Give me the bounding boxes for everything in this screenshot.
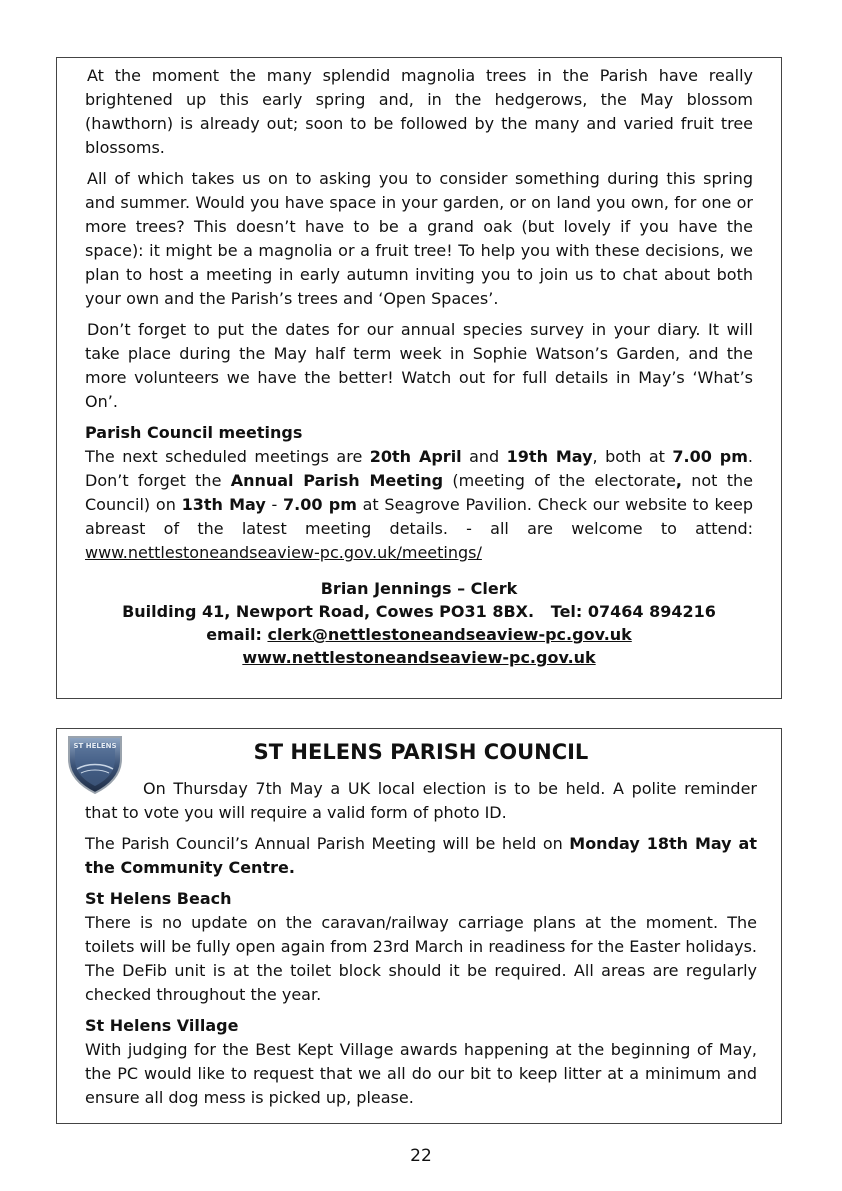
- paragraph-magnolia: At the moment the many splendid magnolia trees in the Parish have really brightened up this early spring and, in the hedgerows, the May blossom (hawthorn) is already out; soon to be followed by the many and varied fruit tree blossoms.: [85, 66, 753, 157]
- nettlestone-seaview-article: [56, 57, 782, 699]
- meetings-text: (meeting of the electorate: [443, 471, 676, 490]
- st-helens-article: [56, 728, 782, 1124]
- meetings-text: ,: [675, 471, 682, 490]
- logo-text: ST HELENS: [73, 742, 117, 750]
- clerk-website-line: [85, 646, 753, 669]
- annual-meeting-text: .: [288, 858, 295, 877]
- annual-meeting-date: Monday 18th May at the Community Centre: [85, 834, 758, 877]
- beach-paragraph: There is no update on the caravan/railway carriage plans at the moment. The toilets will be fully open again from 23rd March in readiness for the Easter holidays. The DeFib unit is at the toilet block should it be required. All areas are regularly checked throughout the year.: [85, 913, 757, 1004]
- meeting-time: 7.00 pm: [283, 495, 357, 514]
- clerk-email-link[interactable]: clerk@nettlestoneandseaview-pc.gov.uk: [267, 625, 632, 644]
- meetings-link[interactable]: www.nettlestoneandseaview-pc.gov.uk/meetings/: [85, 543, 482, 562]
- meetings-text: at Seagrove Pavilion. Check our website to keep abreast of the latest meeting details. - all are welcome to attend:: [85, 495, 754, 538]
- paragraph-election: On Thursday 7th May a UK local election is to be held. A polite reminder that to vote you will require a valid form of photo ID.: [85, 779, 757, 822]
- meeting-time: 7.00 pm: [672, 447, 748, 466]
- clerk-email-line: [85, 623, 753, 646]
- annual-meeting-label: Annual Parish Meeting: [230, 471, 444, 490]
- section-title: ST HELENS PARISH COUNCIL: [253, 740, 589, 764]
- clerk-name: Brian Jennings – Clerk: [320, 579, 518, 598]
- meetings-text: -: [265, 495, 284, 514]
- clerk-address: Building 41, Newport Road, Cowes PO31 8BX. Tel: 07464 894216: [122, 602, 716, 621]
- clerk-contact: [85, 577, 753, 669]
- meetings-text: . Don’t forget the: [85, 447, 754, 490]
- beach-heading: St Helens Beach: [85, 889, 232, 908]
- meetings-paragraph: [85, 445, 753, 565]
- meetings-text: not the Council) on: [85, 471, 753, 514]
- meetings-text: and: [461, 447, 507, 466]
- clerk-website-link[interactable]: www.nettlestoneandseaview-pc.gov.uk: [242, 648, 596, 667]
- meeting-date: 19th May: [506, 447, 593, 466]
- meeting-date: 13th May: [181, 495, 266, 514]
- meetings-text: , both at: [592, 447, 673, 466]
- page-number: 22: [410, 1146, 432, 1166]
- st-helens-shield-logo: [63, 733, 127, 795]
- email-label: email:: [206, 625, 268, 644]
- paragraph-species-survey: Don’t forget to put the dates for our annual species survey in your diary. It will take place during the May half term week in Sophie Watson’s Garden, and the more volunteers we have the better! Watch out for full details in May’s ‘What’s On’.: [85, 320, 753, 411]
- meetings-heading: Parish Council meetings: [85, 423, 303, 442]
- village-paragraph: With judging for the Best Kept Village awards happening at the beginning of May, the PC would like to request that we all do our bit to keep litter at a minimum and ensure all dog mess is picked up, please.: [85, 1040, 757, 1107]
- meeting-date: 20th April: [369, 447, 462, 466]
- paragraph-annual-meeting: [85, 832, 757, 880]
- village-heading: St Helens Village: [85, 1016, 239, 1035]
- meetings-text: The next scheduled meetings are: [85, 447, 370, 466]
- annual-meeting-text: The Parish Council’s Annual Parish Meeting will be held on: [85, 834, 570, 853]
- paragraph-trees: All of which takes us on to asking you to consider something during this spring and summer. Would you have space in your garden, or on land you own, for one or more trees? This doesn’t have to be a grand oak (but lovely if you have the space): it might be a magnolia or a fruit tree! To help you with these decisions, we plan to host a meeting in early autumn inviting you to join us to chat about both your own and the Parish’s trees and ‘Open Spaces’.: [85, 169, 753, 308]
